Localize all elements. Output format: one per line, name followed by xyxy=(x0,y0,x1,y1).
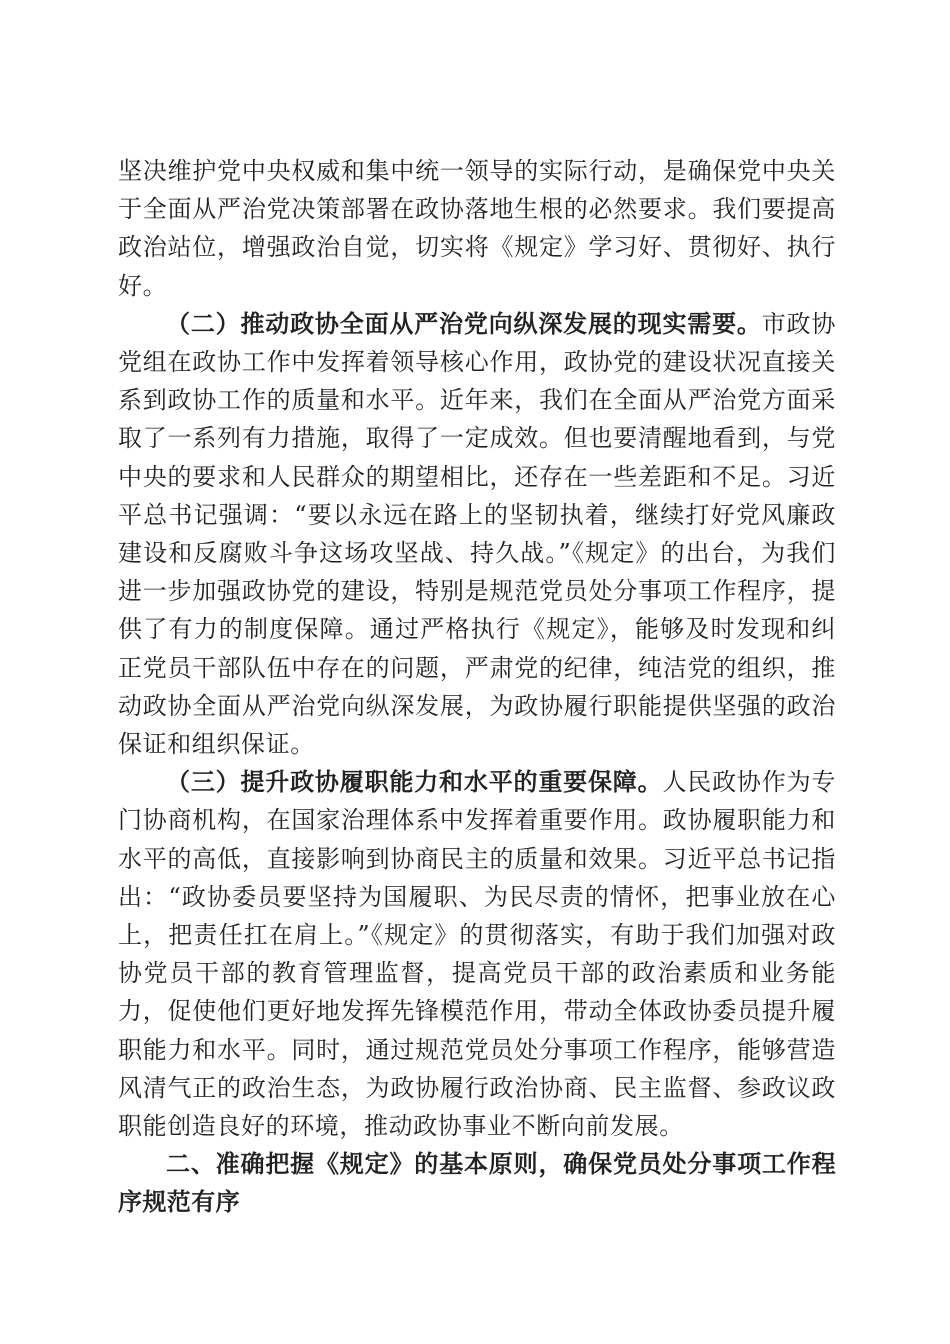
document-page xyxy=(118,152,836,1222)
section-3-body: 人民政协作为专门协商机构，在国家治理体系中发挥着重要作用。政协履职能力和水平的高低，直接影响到协商民主的质量和效果。习近平总书记指出：“政协委员要坚持为国履职、为民尽责的情怀，把事业放在心上，把责任扛在肩上。”《规定》的贯彻落实，有助于我们加强对政协党员干部的教育管理监督，提高党员干部的政治素质和业务能力，促使他们更好地发挥先锋模范作用，带动全体政协委员提升履职能力和水平。同时，通过规范党员处分事项工作程序，能够营造风清气正的政治生态，为政协履行政治协商、民主监督、参政议政职能创造良好的环境，推动政协事业不断向前发展。 xyxy=(118,768,837,1141)
heading-part-2: 二、准确把握《规定》的基本原则，确保党员处分事项工作程序规范有序 xyxy=(118,1150,836,1217)
paragraph-section-2 xyxy=(118,305,836,763)
section-3-lead: （三）提升政协履职能力和水平的重要保障。 xyxy=(166,767,663,797)
paragraph-section-3 xyxy=(118,763,836,1145)
paragraph-intro: 坚决维护党中央权威和集中统一领导的实际行动，是确保党中央关于全面从严治党决策部署在政协落地生根的必然要求。我们要提高政治站位，增强政治自觉，切实将《规定》学习好、贯彻好、执行好。 xyxy=(118,157,836,300)
section-2-lead: （二）推动政协全面从严治党向纵深发展的现实需要。 xyxy=(166,308,762,338)
section-2-body: 市政协党组在政协工作中发挥着领导核心作用，政协党的建设状况直接关系到政协工作的质量和水平。近年来，我们在全面从严治党方面采取了一系列有力措施，取得了一定成效。但也要清醒地看到，与党中央的要求和人民群众的期望相比，还存在一些差距和不足。习近平总书记强调：“要以永远在路上的坚韧执着，继续打好党风廉政建设和反腐败斗争这场攻坚战、持久战。”《规定》的出台，为我们进一步加强政协党的建设，特别是规范党员处分事项工作程序，提供了有力的制度保障。通过严格执行《规定》，能够及时发现和纠正党员干部队伍中存在的问题，严肃党的纪律，纯洁党的组织，推动政协全面从严治党向纵深发展，为政协履行职能提供坚强的政治保证和组织保证。 xyxy=(118,309,836,759)
